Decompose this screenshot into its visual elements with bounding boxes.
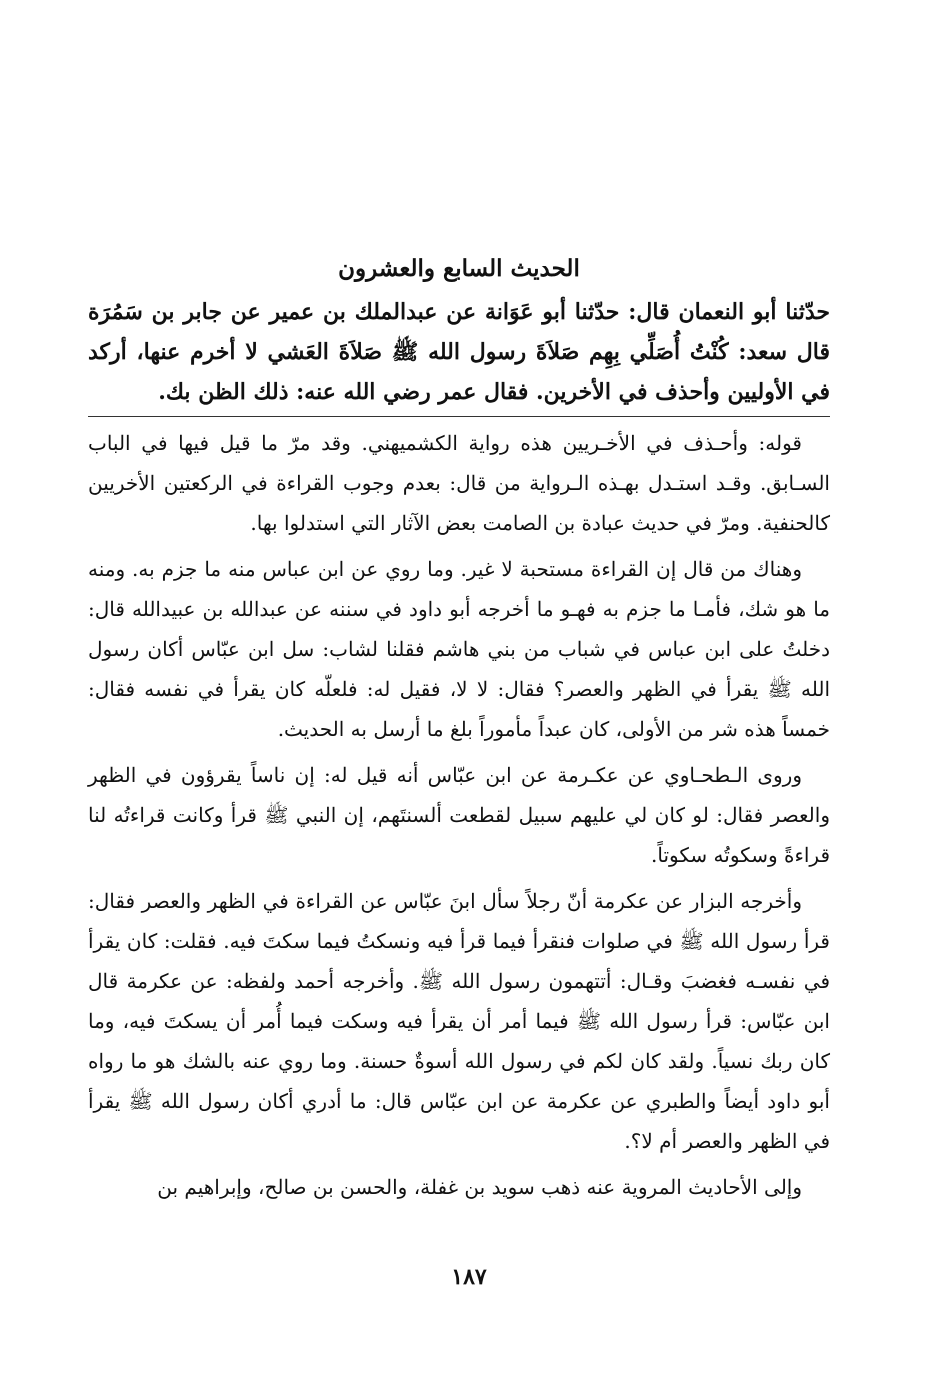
section-heading: الحديث السابع والعشرون <box>338 255 580 282</box>
commentary-paragraph: وروى الـطحـاوي عن عكـرمة عن ابن عبّاس أنه قيل له: إن ناساً يقرؤون في الظهر والعصر فقال: لو كان لي عليهم سبيل لقطعت ألسنتَهم، إن النبي ﷺ قرأ وكانت قراءتُه لنا قراءةً وسكوتُه سكوتاً. <box>88 763 830 867</box>
divider-line <box>88 416 830 417</box>
commentary-paragraph: وهناك من قال إن القراءة مستحبة لا غير. وما روي عن ابن عباس منه ما جزم به. ومنه ما هو شك، فأمـا ما جزم به فهـو ما أخرجه أبو داود في سننه عن عبدالله بن عبيدالله قال: دخلتُ على ابن عباس في شباب من بني هاشم فقلنا لشاب: سل ابن عبّاس أكان رسول الله ﷺ يقرأ في الظهر والعصر؟ فقال: لا لا، فقيل له: فلعلّه كان يقرأ في نفسه فقال: خمساً هذه شر من الأولى، كان عبداً مأموراً بلغ ما أرسل به الحديث. <box>88 557 830 741</box>
page-number: ١٨٧ <box>451 1264 487 1290</box>
page-body <box>88 250 830 1207</box>
commentary-paragraph: قوله: وأحـذف في الأخـريين هذه رواية الكشميهني. وقد مرّ ما قيل فيها في الباب السـابق. وقـد استـدل بهـذه الـرواية من قال: بعدم وجوب القراءة في الركعتين الأخريين كالحنفية. ومرّ في حديث عبادة بن الصامت بعض الآثار التي استدلوا بها. <box>88 431 830 535</box>
commentary-paragraph: وإلى الأحاديث المروية عنه ذهب سويد بن غفلة، والحسن بن صالح، وإبراهيم بن <box>157 1175 802 1199</box>
hadith-text: حدّثنا أبو النعمان قال: حدّثنا أبو عَوَانة عن عبدالملك بن عمير عن جابر بن سَمُرَة قال سعد: كُنْتُ أُصَلِّي بِهِم صَلاَةَ رسول الله ﷺ صَلاَةَ العَشي لا أخرم عنها، أركد في الأوليين وأحذف في الأخرين. فقال عمر رضي الله عنه: ذلك الظن بك. <box>88 299 830 405</box>
commentary-paragraph: وأخرجه البزار عن عكرمة أنّ رجلاً سأل ابنَ عبّاس عن القراءة في الظهر والعصر فقال: قرأ رسول الله ﷺ في صلوات فنقرأ فيما قرأ فيه ونسكتُ فيما سكتَ فيه. فقلت: كان يقرأ في نفسـه فغضبَ وقـال: أتتهمون رسول الله ﷺ. وأخرجه أحمد ولفظه: عن عكرمة قال ابن عبّاس: قرأ رسول الله ﷺ فيما أمر أن يقرأ فيه وسكت فيما أُمر أن يسكتَ فيه، وما كان ربك نسياً. ولقد كان لكم في رسول الله أسوةٌ حسنة. وما روي عنه بالشك هو ما رواه أبو داود أيضاً والطبري عن عكرمة عن ابن عبّاس قال: ما أدري أكان رسول الله ﷺ يقرأ في الظهر والعصر أم لا؟. <box>88 889 830 1153</box>
